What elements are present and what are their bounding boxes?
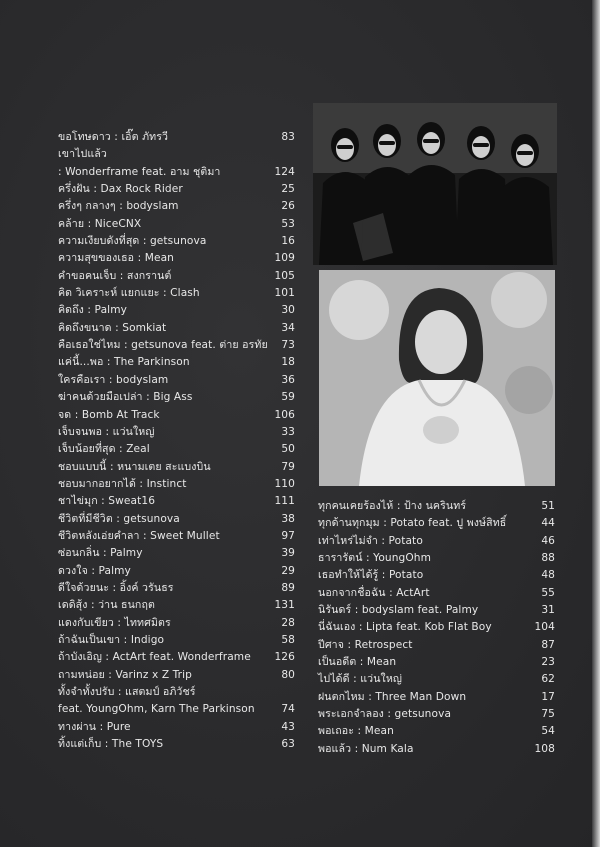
page-number: 108 [534,742,555,755]
song-title-artist: นอกจากชื่อฉัน : ActArt [318,586,430,599]
song-index-left-column [58,129,295,753]
song-entry [58,424,295,441]
song-entry [58,615,295,632]
song-title-artist: จด : Bomb At Track [58,408,160,421]
page-number: 59 [281,391,295,404]
song-title-artist: เดดิสุ้ง : ว่าน ธนกฤต [58,599,155,612]
song-entry [58,268,295,285]
song-title-artist: ครึ่งๆ กลางๆ : bodyslam [58,200,179,213]
page-number: 101 [274,287,295,300]
song-entry [318,498,555,515]
song-title-artist: พอเถอะ : Mean [318,725,394,738]
song-title-artist: ธารารัตน์ : YoungOhm [318,552,432,565]
song-entry [58,459,295,476]
song-entry [58,198,295,215]
song-entry [318,723,555,740]
page-number: 46 [541,534,555,547]
song-entry [318,602,555,619]
song-title-artist: ถ้าฉันเป็นเขา : Indigo [58,633,165,646]
page-number: 33 [281,425,295,438]
song-title-artist: ดวงใจ : Palmy [58,564,131,577]
page-number: 29 [281,564,295,577]
page-number: 16 [281,235,295,248]
song-title-artist: ซ่อนกลิ่น : Palmy [58,547,143,560]
page-number: 39 [281,547,295,560]
song-entry [58,181,295,198]
page-number: 75 [541,708,555,721]
page-number: 89 [281,581,295,594]
page-number: 110 [274,477,295,490]
song-entry [58,441,295,458]
page-number: 62 [541,673,555,686]
song-title-artist: ชาไข่มุก : Sweat16 [58,495,156,508]
song-title-artist: นี่ฉันเอง : Lipta feat. Kob Flat Boy [318,621,492,634]
page-number: 18 [281,356,295,369]
song-entry [58,511,295,528]
page-number: 34 [281,321,295,334]
song-entry [58,563,295,580]
song-entry [58,337,295,354]
song-title-artist: ทิ้งแต่เก็บ : The TOYS [58,738,164,751]
song-entry [318,585,555,602]
song-entry [318,689,555,706]
song-entry [318,567,555,584]
page-number: 51 [541,500,555,512]
song-title-artist: ใครคือเรา : bodyslam [58,373,169,386]
song-entry [58,164,295,181]
page-number: 106 [274,408,295,421]
page-number: 124 [274,165,295,178]
page-number: 43 [281,720,295,733]
song-title-artist: เจ็บน้อยที่สุด : Zeal [58,443,150,456]
song-entry [318,533,555,550]
song-entry [58,233,295,250]
song-title-artist: คือเธอใช่ไหม : getsunova feat. ต่าย อรทัย [58,339,268,352]
song-entry [58,701,295,718]
page-number: 31 [541,604,555,617]
song-entry [58,146,295,163]
song-entry [58,129,295,146]
page-number: 17 [541,690,555,703]
page-number: 131 [274,599,295,612]
song-entry [58,667,295,684]
portrait-photo-image [319,270,555,486]
page-number: 79 [281,460,295,473]
song-title-artist: ความเงียบดังที่สุด : getsunova [58,235,207,248]
song-entry [58,649,295,666]
song-entry [58,719,295,736]
song-title-artist: : Wonderframe feat. อาม ชุติมา [58,165,221,178]
song-title-artist: นิรันดร์ : bodyslam feat. Palmy [318,604,479,617]
song-title-artist: ไปได้ดี : แว่นใหญ่ [318,673,403,686]
song-title-artist: คำขอคนเจ็บ : สงกรานต์ [58,269,172,282]
song-entry [318,671,555,688]
song-entry [318,619,555,636]
song-title-artist: คิดถึง : Palmy [58,304,127,317]
page-number: 55 [541,586,555,599]
page-edge [592,0,600,847]
song-title-artist: คิดถึงขนาด : Somkiat [58,321,167,334]
page-number: 26 [281,200,295,213]
song-title-artist: พระเอกจำลอง : getsunova [318,708,452,721]
page-number: 111 [274,495,295,508]
song-entry [58,354,295,371]
song-title-artist: คล้าย : NiceCNX [58,217,142,230]
page-number: 44 [541,517,555,530]
song-title-artist: แค่นี้...พอ : The Parkinson [58,356,190,369]
song-entry [58,407,295,424]
song-entry [58,476,295,493]
page-number: 97 [281,529,295,542]
song-entry [58,302,295,319]
song-entry [58,545,295,562]
song-entry [318,550,555,567]
song-title-artist: เธอทำให้ได้รู้ : Potato [318,569,424,582]
song-index-right-column [318,498,555,758]
page-number: 126 [274,651,295,664]
page-number: 48 [541,569,555,582]
portrait-photo [319,270,555,486]
song-entry [58,684,295,701]
song-entry [58,580,295,597]
song-entry [58,372,295,389]
page-number: 25 [281,183,295,196]
song-title-artist: คิด วิเคราะห์ แยกแยะ : Clash [58,287,200,300]
song-title-artist: ปีศาจ : Retrospect [318,638,413,651]
song-title-artist: feat. YoungOhm, Karn The Parkinson [58,703,255,716]
song-title-artist: ทางผ่าน : Pure [58,720,131,733]
page-number: 30 [281,304,295,317]
song-title-artist: ทุกคนเคยร้องไห้ : ป้าง นครินทร์ [318,500,467,512]
band-photo [313,103,557,265]
song-entry [318,654,555,671]
song-entry [58,632,295,649]
page-number: 109 [274,252,295,265]
page-number: 88 [541,552,555,565]
page-number: 50 [281,443,295,456]
page-number: 74 [281,703,295,716]
page-number: 87 [541,638,555,651]
song-entry [58,597,295,614]
song-title-artist: ดีใจด้วยนะ : อิ้งค์ วรันธร [58,581,174,594]
song-title-artist: ความสุขของเธอ : Mean [58,252,174,265]
song-entry [58,493,295,510]
page-number: 38 [281,512,295,525]
page-number: 53 [281,217,295,230]
page-number: 23 [541,656,555,669]
song-entry [58,389,295,406]
song-title-artist: ถามหน่อย : Varinz x Z Trip [58,668,192,681]
song-title-artist: ฆ่าคนด้วยมือเปล่า : Big Ass [58,391,193,404]
song-title-artist: ชอบมากอยากได้ : Instinct [58,477,187,490]
song-entry [58,320,295,337]
page-number: 36 [281,373,295,386]
song-entry [318,637,555,654]
song-entry [58,528,295,545]
song-title-artist: ถ้าบังเอิญ : ActArt feat. Wonderframe [58,651,251,664]
page-number: 104 [534,621,555,634]
page-number: 83 [281,131,295,143]
band-photo-image [313,103,557,265]
song-title-artist: ชีวิตที่มีชีวิต : getsunova [58,512,180,525]
page-number: 80 [281,668,295,681]
song-title-artist: ชีวิตหลังเอ่ยคำลา : Sweet Mullet [58,529,220,542]
song-title-artist: ทั้งจำทั้งปรับ : แสตมป์ อภิวัชร์ [58,686,196,698]
page-number: 58 [281,633,295,646]
song-title-artist: เจ็บจนพอ : แว่นใหญ่ [58,425,155,438]
song-title-artist: ครึ่งฝัน : Dax Rock Rider [58,183,183,196]
page-number: 105 [274,269,295,282]
song-entry [58,250,295,267]
song-entry [58,285,295,302]
song-entry [318,706,555,723]
song-title-artist: ทุกด้านทุกมุม : Potato feat. ปู พงษ์สิทธิ์ [318,517,507,530]
page-number: 73 [281,339,295,352]
song-entry [318,741,555,758]
song-title-artist: ชอบแบบนี้ : หนามเตย สะแบงบิน [58,460,211,473]
song-title-artist: ฝนตกไหม : Three Man Down [318,690,467,703]
song-title-artist: เป็นอดีต : Mean [318,656,397,669]
song-title-artist: เขาไปแล้ว [58,148,107,161]
song-entry [58,216,295,233]
page-number: 63 [281,738,295,751]
page-number: 28 [281,616,295,629]
page-number: 54 [541,725,555,738]
song-title-artist: เท่าไหร่ไม่จำ : Potato [318,534,423,547]
song-entry [318,515,555,532]
song-entry [58,736,295,753]
song-title-artist: ขอโทษดาว : เอิ๊ต ภัทรวี [58,131,169,143]
song-title-artist: แดงกับเขียว : ไททศมิตร [58,616,171,629]
song-title-artist: พอแล้ว : Num Kala [318,742,414,755]
